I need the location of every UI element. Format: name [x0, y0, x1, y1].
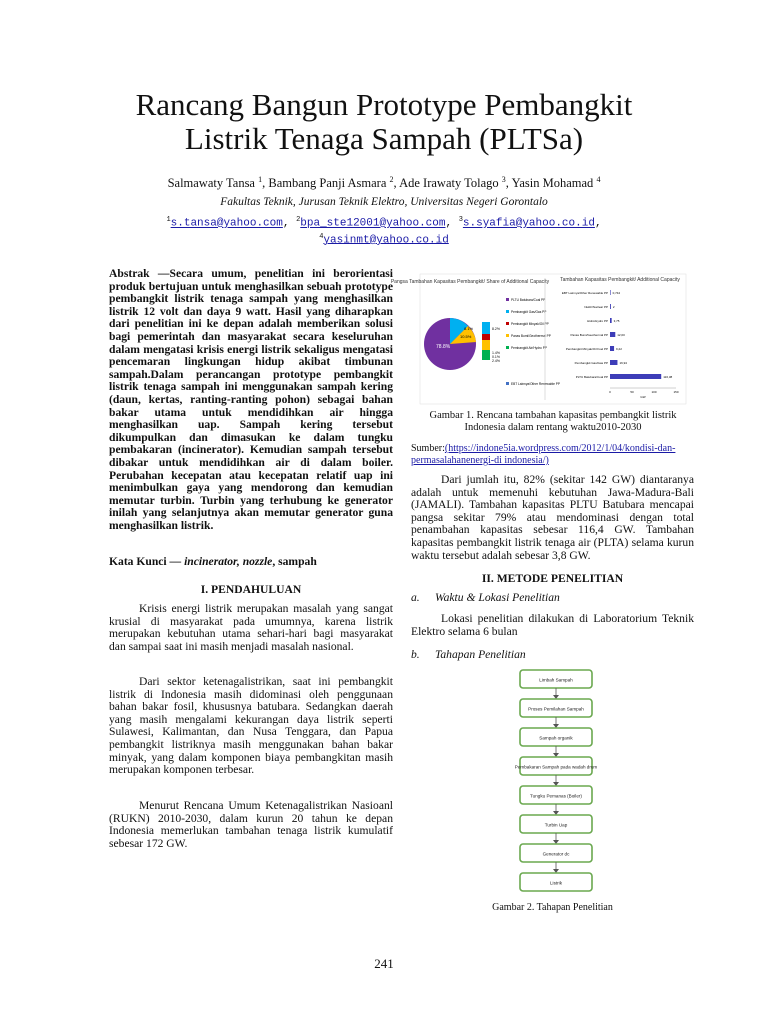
flow-step-label: Listrik	[550, 880, 562, 886]
keywords: Kata Kunci — incinerator, nozzle, sampah	[109, 555, 317, 568]
title-line-1: Rancang Bangun Prototype Pembangkit	[135, 87, 633, 122]
flow-step-label: Sampah organik	[539, 735, 573, 741]
figure-2-caption: Gambar 2. Tahapan Penelitian	[492, 902, 613, 913]
paragraph: Menurut Rencana Umum Ketenagalistrikan Nasioanl (RUKN) 2010-2030, dalam kurun 20 tahun ke depan Indonesia memerlukan tambahan tenaga listrik kumulatif sebesar 172 GW.	[109, 799, 393, 850]
page-number: 241	[374, 956, 394, 971]
email-list: $^1$s.tansa@yahoo.com, $^2$bpa_ste12001@yahoo.com, $^3$s.syafia@yahoo.co.id, $^4$yasinmt@yahoo.co.id	[166, 216, 602, 247]
email-link[interactable]: bpa_ste12001@yahoo.com	[300, 217, 446, 230]
pie-label: 78.8%	[436, 344, 451, 350]
svg-text:Pembangkit Air/Hydro PP: Pembangkit Air/Hydro PP	[511, 346, 547, 350]
bar	[610, 332, 615, 337]
bar	[610, 374, 661, 379]
bar-title: Tambahan Kapasitas Pembangkit/ Additional Capacity	[560, 277, 680, 283]
author-name: Yasin Mohamad	[511, 176, 594, 191]
subsection-heading: a. Waktu & Lokasi Penelitian	[411, 591, 560, 604]
pie-chart	[424, 318, 476, 370]
flow-step-label: Generator dc	[542, 851, 570, 857]
bar-value-label: 16,94	[619, 361, 627, 365]
author-name: Bambang Panji Asmara	[268, 176, 387, 191]
bar	[610, 346, 614, 351]
svg-text:Pembangkit Gas/Gas PP: Pembangkit Gas/Gas PP	[511, 310, 547, 314]
abstract: Abstrak —Secara umum, penelitian ini berorientasi produk bertujuan untuk menghasilkan sebuah prototype pembangkit listrik tenaga sampah yang menghasilkan listrik 12 volt dan daya 9 watt. Hasil yang diharapkan dari penelitian ini ke depan adalah memberikan solusi bagi pemerintah dan masyarakat secara keseluruhan dalam mengatasi krisis energi listrik sekaligus mengatasi pencemaran lingkungan hidup akibat timbunan sampah.Dalam perancangan prototype pembangkit listrik tenaga sampah ini menggunakan sampah kering (daun, kertas, ranting-ranting pohon) sebagai bahan bakar utama untuk mendidihkan air hingga menghasilkan uap. Sampah kering tersebut dikumpulkan dan dimasukan ke dalam tungku pembakaran (incinerator). Kemudian sampah tersebut dibakar untuk mendidihkan air di dalam boiler. Perubahan kecepatan atau kecepatan relatif uap ini menimbulkan gaya yang mendorong dan kemudian memutar turbin. Turbin yang terhubung ke generator inilah yang selanjutnya akan memutar generator guna menghasilkan listrik.	[109, 267, 393, 532]
bar	[610, 304, 611, 309]
pie-label: 10.5%	[460, 334, 472, 339]
email-link[interactable]: yasinmt@yahoo.co.id	[323, 234, 449, 247]
source-link[interactable]: (https://indone5ia.wordpress.com/2012/1/04/kondisi-dan-permasalahanenergi-di indonesia/)	[411, 443, 676, 466]
bar-category-label: EBT Lainnya/Other Renewable PP	[561, 291, 608, 295]
svg-text:8.2%: 8.2%	[492, 327, 500, 331]
author-name: Ade Irawaty Tolago	[399, 176, 499, 191]
paragraph: Krisis energi listrik merupakan masalah yang sangat krusial di masyarakat pada umumnya, karena listrik merupakan kebutuhan utama sehari-hari bagi masyarakat dan sampai saat ini masih menjadi masalah nasional.	[109, 602, 393, 653]
bar	[610, 290, 611, 295]
affiliation: Fakultas Teknik, Jurusan Teknik Elektro, Universitas Negeri Gorontalo	[220, 196, 548, 208]
paragraph: Lokasi penelitian dilakukan di Laboratorium Teknik Elektro selama 6 bulan	[411, 612, 694, 638]
bar-value-label: 2	[612, 305, 615, 309]
bar-category-label: Pembangkit Minyak/Oil Fuel PP	[565, 347, 608, 351]
author-list: Salmawaty Tansa $^1$, Bambang Panji Asmara $^2$, Ade Irawaty Tolago $^3$, Yasin Mohamad $^4$	[167, 175, 601, 191]
bar	[610, 318, 612, 323]
flow-step-label: Pembakaran Sampah pada wadah drum	[514, 764, 598, 770]
author-name: Salmawaty Tansa	[167, 176, 255, 191]
svg-text:Panas Bumi/Geothermal PP: Panas Bumi/Geothermal PP	[511, 334, 551, 338]
flow-step-label: Tungku Pemanas (Boiler)	[530, 793, 582, 799]
subsection-heading: b. Tahapan Penelitian	[411, 648, 526, 661]
bar-value-label: 12,00	[617, 333, 625, 337]
tick-label: 0	[609, 390, 611, 394]
bar-value-label: 0,744	[612, 291, 621, 295]
bar-category-label: PLTU Batubara/Coal PP	[575, 375, 608, 379]
bar-category-label: Nuklir/Nuclear PP	[584, 305, 608, 309]
bar-category-label: Pembangkit Gas/Gas PP	[574, 361, 608, 365]
email-link[interactable]: s.syafia@yahoo.co.id	[462, 217, 595, 230]
svg-text:1.4%: 1.4%	[492, 351, 500, 355]
tick-label: 100	[651, 390, 657, 394]
flow-step-label: Proses Pemilahan Sampah	[528, 706, 584, 712]
svg-text:EBT Lainnya/Other Renewable PP: EBT Lainnya/Other Renewable PP	[511, 382, 561, 386]
title-line-2: Listrik Tenaga Sampah (PLTSa)	[184, 121, 584, 156]
bar-category-label: Hidro/Hydro PP	[587, 319, 608, 323]
svg-text:PLTU Batubara/Coal PP: PLTU Batubara/Coal PP	[511, 298, 546, 302]
svg-text:Pembangkit Minyak/Oil PP: Pembangkit Minyak/Oil PP	[511, 322, 549, 326]
bar-value-label: 116,38	[663, 375, 673, 379]
bar-value-label: 9,22	[616, 347, 622, 351]
paper-title	[100, 88, 668, 156]
flow-step-label: Turbin Uap	[544, 822, 568, 828]
axis-unit: GW	[640, 395, 646, 399]
paragraph: Dari sektor ketenagalistrikan, saat ini pembangkit listrik di Indonesia masih didominasi oleh penggunaan bahan bakar fosil, khususnya batubara. Sedangkan daerah yang masih mengalami kekurangan daya listrik seperti Sulawesi, Kalimantan, dan Nusa Tenggara, dan Papua pembangkit listriknya masih menggunakan bahan bakar minyak, yang dalam komponen biaya pembangkitan masih merupakan komponen terbesar.	[109, 675, 393, 777]
figure-1-source: Sumber:(https://indone5ia.wordpress.com/2012/1/04/kondisi-dan-permasalahanenergi-di indonesia/)	[411, 443, 676, 466]
section-heading: I. PENDAHULUAN	[200, 583, 302, 596]
svg-text:2.4%: 2.4%	[492, 359, 500, 363]
section-heading: II. METODE PENELITIAN	[481, 572, 624, 585]
figure-1-chart	[390, 274, 686, 404]
figure-2-flowchart	[516, 668, 596, 898]
tick-label: 150	[673, 390, 679, 394]
svg-text:0.1%: 0.1%	[492, 355, 500, 359]
flow-step-label: Limbah Sampah	[539, 677, 573, 683]
bar	[610, 360, 617, 365]
figure-1-caption: Gambar 1. Rencana tambahan kapasitas pembangkit listrik Indonesia dalam rentang waktu2010-2030	[429, 410, 677, 433]
tick-label: 50	[630, 390, 634, 394]
pie-title: Pangsa Tambahan Kapasitas Pembangkit/ Share of Additional Capacity	[390, 279, 550, 285]
bar-value-label: 3,75	[613, 319, 620, 323]
pie-label: 8.1%	[464, 326, 474, 331]
paragraph: Dari jumlah itu, 82% (sekitar 142 GW) diantaranya adalah untuk memenuhi kebutuhan Jawa-Madura-Bali (JAMALI). Tambahan kapasitas PLTU Batubara mencapai pangsa sekitar 79% atau mendominasi dengan total penambahan kapasitas sebesar 116,4 GW. Tambahan kapasitas pembangkit listrik tenaga air (PLTA) selama kurun waktu tersebut adalah sebesar 3,8 GW.	[411, 473, 694, 562]
email-link[interactable]: s.tansa@yahoo.com	[170, 217, 283, 230]
bar-category-label: Panas Bumi/Geothermal PP	[570, 333, 608, 337]
